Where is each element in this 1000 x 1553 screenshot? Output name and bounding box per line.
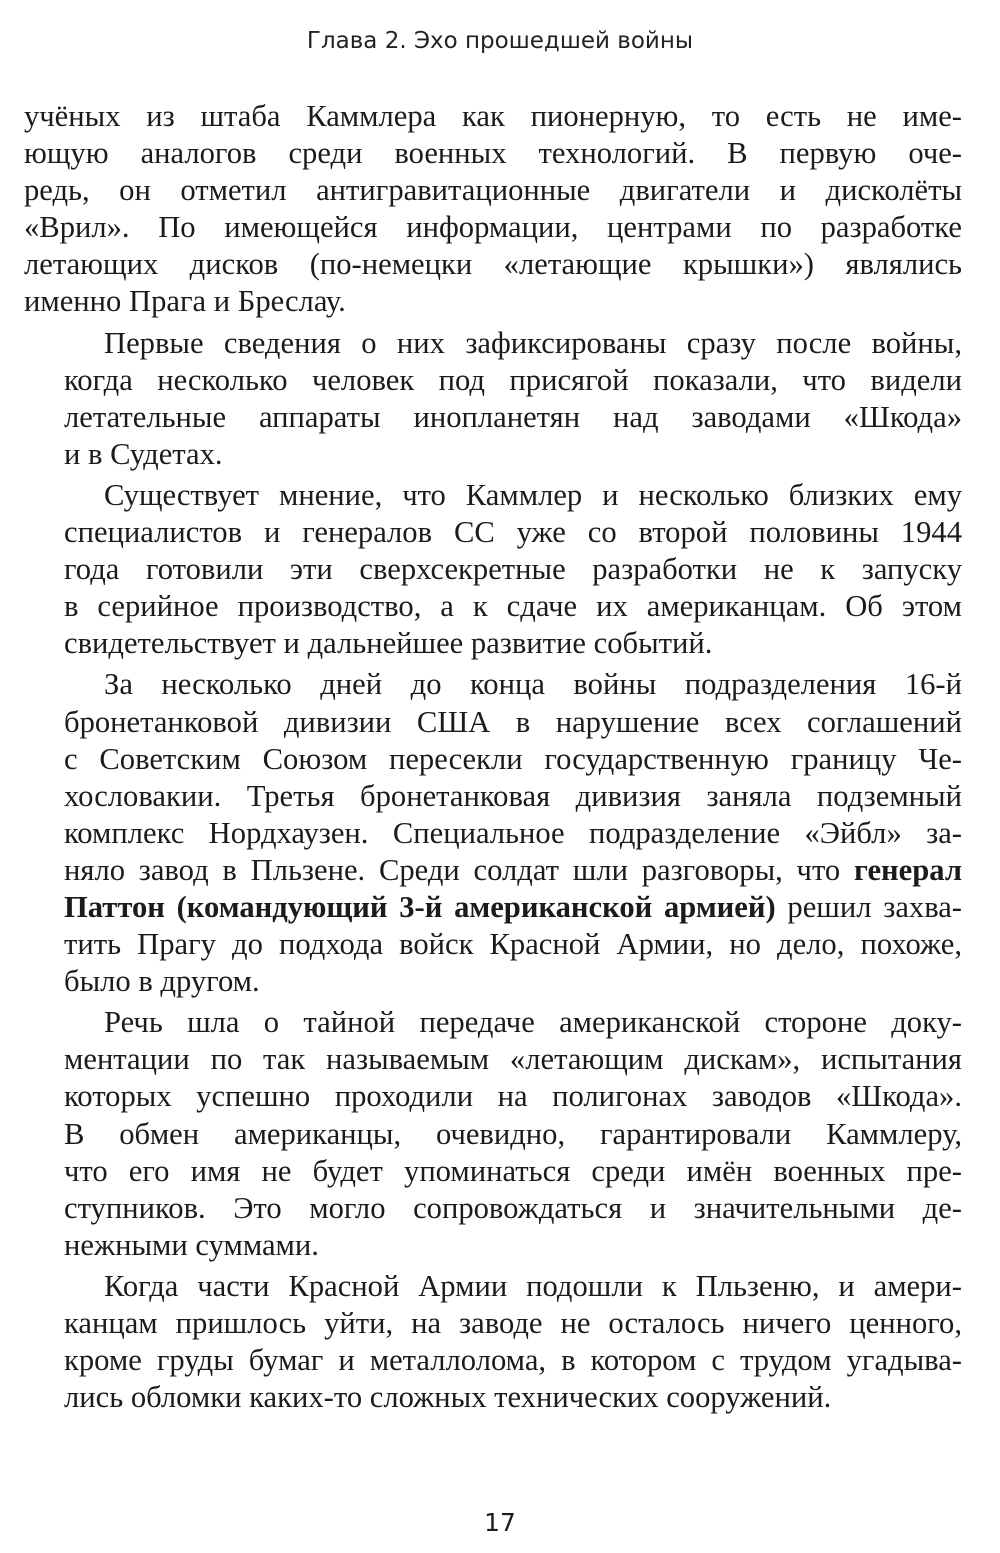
text-line: летательные аппараты инопланетян над заводами «Шкода» [64,399,962,434]
paragraph-1 [24,98,962,321]
text-line: ющую аналогов среди военных технологий. В первую оче- [24,136,962,171]
page-number: 17 [484,1508,516,1537]
text-line: Первые сведения о них зафиксированы сразу после войны, [104,325,962,360]
text-line: когда несколько человек под присягой показали, что видели [64,362,962,397]
text-line: Когда части Красной Армии подошли к Пльзеню, и амери- [104,1268,962,1303]
paragraph-2 [24,325,962,473]
text-line: было в другом. [64,964,260,999]
text-line: Речь шла о тайной передаче американской стороне доку- [104,1005,962,1040]
text-line: редь, он отметил антигравитационные двигатели и дисколёты [24,173,962,208]
text-line: лись обломки каких-то сложных технических сооружений. [64,1380,832,1415]
text-line: года готовили эти сверхсекретные разработки не к запуску [64,552,962,587]
text-run: решил захва- [775,889,962,924]
text-line: комплекс Нордхаузен. Специальное подразделение «Эйбл» за- [64,815,962,850]
text-run: няло завод в Пльзене. Среди солдат шли разговоры, что [64,852,854,887]
text-line: ментации по так называемым «летающим дискам», испытания [64,1042,962,1077]
text-line: свидетельствует и дальнейшее развитие событий. [64,626,713,661]
bold-text-run: генерал [853,852,962,887]
text-line: специалистов и генералов СС уже со второй половины 1944 [64,515,962,550]
text-line: Существует мнение, что Каммлер и несколько близких ему [104,477,962,512]
text-line: «Врил». По имеющейся информации, центрами по разработке [24,210,962,245]
text-line: в серийное производство, а к сдаче их американцам. Об этом [64,589,962,624]
text-line: В обмен американцы, очевидно, гарантировали Каммлеру, [64,1116,962,1151]
paragraph-5 [24,1004,962,1264]
paragraph-4 [24,666,962,1000]
text-line: с Советским Союзом пересекли государственную границу Че- [64,741,962,776]
text-line: тить Прагу до подхода войск Красной Армии, но дело, похоже, [64,927,962,962]
text-line: хословакии. Третья бронетанковая дивизия заняла подземный [64,778,962,813]
paragraph-3 [24,477,962,662]
text-line: летающих дисков (по-немецки «летающие крышки») являлись [24,247,962,282]
body-text [24,98,962,1420]
text-line-mixed [24,852,962,889]
text-line: нежными суммами. [64,1227,319,1262]
text-line: учёных из штаба Каммлера как пионерную, то есть не име- [24,99,962,133]
text-line: канцам пришлось уйти, на заводе не осталось ничего ценного, [64,1306,962,1340]
text-line: бронетанковой дивизии США в нарушение всех соглашений [64,704,962,739]
text-line: именно Прага и Бреслау. [24,284,346,319]
text-line: что его имя не будет упоминаться среди имён военных пре- [64,1153,962,1188]
text-line: ступников. Это могло сопровождаться и значительными де- [64,1190,962,1225]
paragraph-6 [24,1268,962,1416]
bold-text-run: Паттон (командующий 3-й американской армией) [64,889,776,924]
text-line: За несколько дней до конца войны подразделения 16-й [104,667,962,702]
text-line: кроме груды бумаг и металлолома, в котором с трудом угадыва- [64,1343,962,1378]
text-line-mixed [24,889,962,926]
text-line: которых успешно проходили на полигонах заводов «Шкода». [64,1079,962,1114]
text-line: и в Судетах. [64,436,223,471]
running-head: Глава 2. Эхо прошедшей войны [306,28,694,54]
